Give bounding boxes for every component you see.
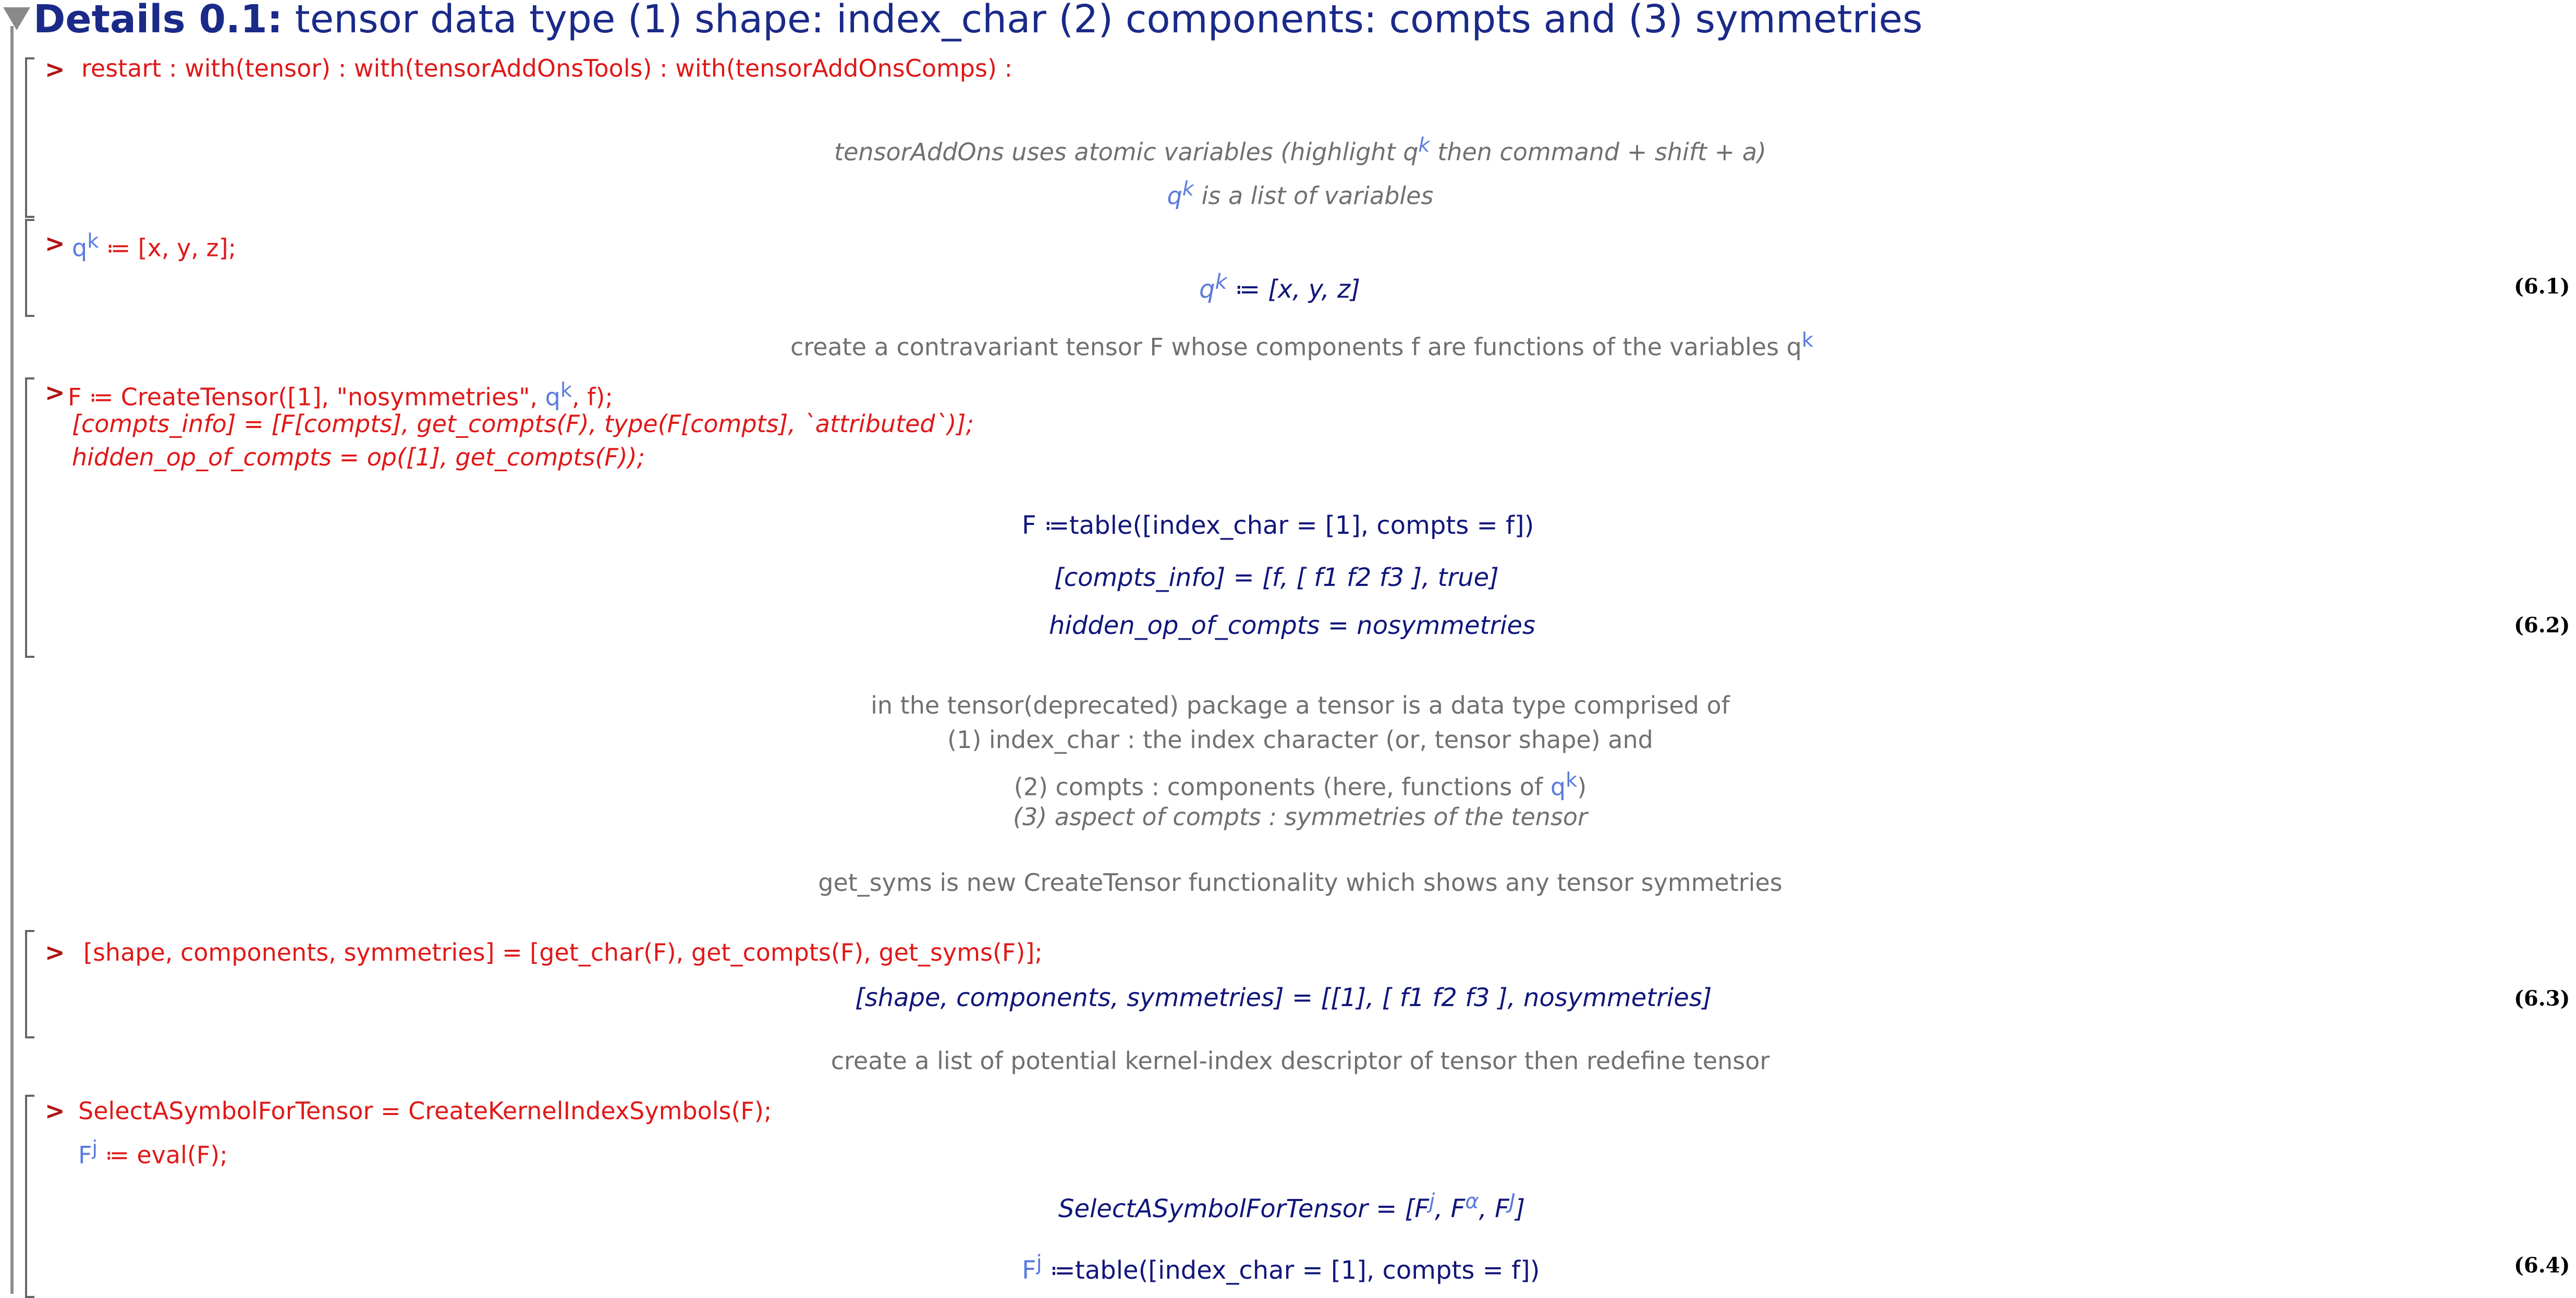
- note-datatype: in the tensor(deprecated) package a tensor is a data type comprised of: [871, 691, 1730, 719]
- note-list: $q^k$ is a list of variables: [1167, 177, 1434, 210]
- out-q: $q^k$ ≔ [x, y, z]: [1199, 270, 1360, 304]
- prompt: >: [45, 378, 65, 407]
- section-rail: [10, 26, 14, 1294]
- eq-label[interactable]: (6.1): [2514, 274, 2570, 299]
- out-compts-info: [compts_info] = [f, [ f1 f2 f3 ], true]: [1054, 563, 1499, 592]
- cmd-eval[interactable]: $F^j$ ≔ eval(F);: [78, 1136, 228, 1169]
- section-collapse-icon[interactable]: [3, 7, 30, 30]
- note-symmetries: (3) aspect of compts : symmetries of the tensor: [1013, 803, 1588, 831]
- prompt: >: [45, 229, 65, 258]
- out-hidden-op: hidden_op_of_compts = nosymmetries: [1049, 611, 1535, 640]
- out-select-symbol: SelectASymbolForTensor = [$F^j$, $F^\alpha$, $F^J$]: [1058, 1190, 1525, 1223]
- eq-label[interactable]: (6.3): [2514, 986, 2570, 1011]
- cmd-select-symbol[interactable]: SelectASymbolForTensor = CreateKernelIndexSymbols(F);: [78, 1097, 772, 1125]
- cmd-create-tensor[interactable]: F ≔ CreateTensor([1], "nosymmetries", $q^k$, f);: [68, 378, 613, 411]
- prompt: >: [45, 1097, 65, 1125]
- note-kernel: create a list of potential kernel-index descriptor of tensor then redefine tensor: [831, 1047, 1770, 1075]
- prompt: >: [45, 55, 65, 83]
- note-compts: (2) compts : components (here, functions of $q^k$): [1014, 768, 1587, 801]
- group-bracket[interactable]: [25, 1095, 34, 1298]
- eq-label[interactable]: (6.4): [2514, 1253, 2570, 1278]
- group-bracket[interactable]: [25, 219, 34, 317]
- group-bracket[interactable]: [25, 57, 34, 218]
- section-title[interactable]: Details 0.1: tensor data type (1) shape: index_char (2) components: compts and (3) symmetries: [33, 0, 1923, 42]
- out-table-j: $F^j$ ≔table([index_char = [1], compts = f]): [1022, 1251, 1540, 1285]
- prompt: >: [45, 938, 65, 966]
- group-bracket[interactable]: [25, 930, 34, 1038]
- cmd-restart[interactable]: restart : with(tensor) : with(tensorAddOnsTools) : with(tensorAddOnsComps) :: [81, 54, 1013, 82]
- cmd-q[interactable]: $q^k$ ≔ [x, y, z];: [72, 229, 237, 262]
- cmd-shape[interactable]: [shape, components, symmetries] = [get_char(F), get_compts(F), get_syms(F)];: [83, 938, 1043, 966]
- note-index-char: (1) index_char : the index character (or, tensor shape) and: [947, 726, 1653, 754]
- note-create: create a contravariant tensor F whose components f are functions of the variables $q^k$: [790, 328, 1814, 361]
- group-bracket[interactable]: [25, 377, 34, 658]
- out-shape: [shape, components, symmetries] = [[1], [ f1 f2 f3 ], nosymmetries]: [855, 983, 1712, 1012]
- eq-label[interactable]: (6.2): [2514, 613, 2570, 638]
- note-get-syms: get_syms is new CreateTensor functionality which shows any tensor symmetries: [818, 868, 1783, 897]
- out-table: F ≔table([index_char = [1], compts = f]): [1022, 511, 1534, 540]
- cmd-compts-info[interactable]: [compts_info] = [F[compts], get_compts(F), type(F[compts], `attributed`)];: [72, 410, 974, 438]
- note-atomic: tensorAddOns uses atomic variables (highlight $q^k$ then command + shift + a): [834, 133, 1766, 166]
- cmd-hidden-op[interactable]: hidden_op_of_compts = op([1], get_compts(F));: [72, 443, 645, 471]
